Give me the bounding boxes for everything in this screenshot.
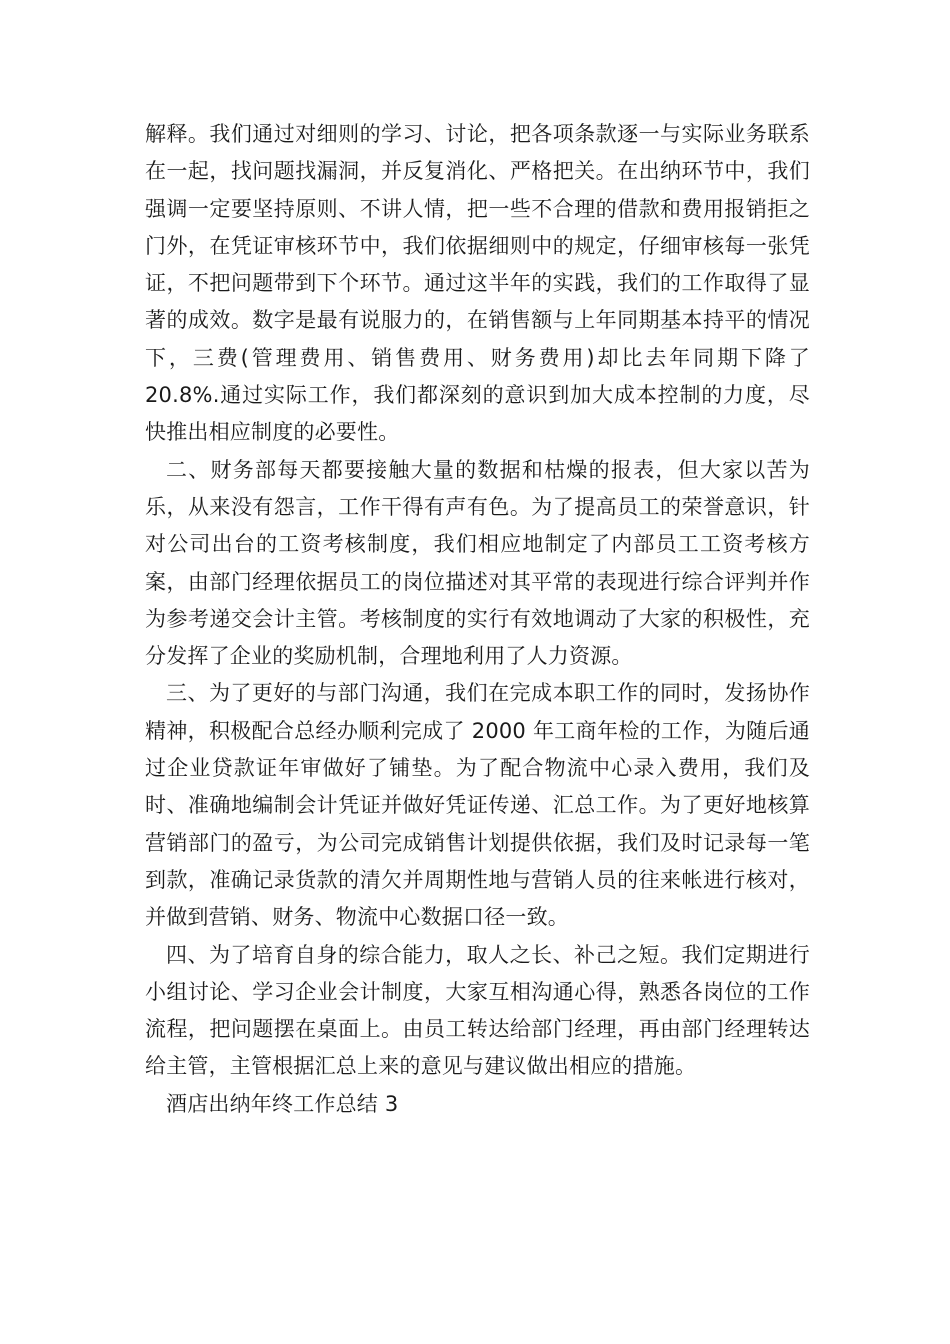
paragraph-item-4: 四、为了培育自身的综合能力，取人之长、补己之短。我们定期进行小组讨论、学习企业会计制度，大家互相沟通心得，熟悉各岗位的工作流程，把问题摆在桌面上。由员工转达给部门经理，再由部门经理转达给主管，主管根据汇总上来的意见与建议做出相应的措施。 [145,942,810,1079]
paragraph-continuation: 解释。我们通过对细则的学习、讨论，把各项条款逐一与实际业务联系在一起，找问题找漏洞，并反复消化、严格把关。在出纳环节中，我们强调一定要坚持原则、不讲人情，把一些不合理的借款和费用报销拒之门外，在凭证审核环节中，我们依据细则中的规定，仔细审核每一张凭证，不把问题带到下个环节。通过这半年的实践，我们的工作取得了显著的成效。数字是最有说服力的，在销售额与上年同期基本持平的情况下，三费(管理费用、销售费用、财务费用)却比去年同期下降了 20.8%.通过实际工作，我们都深刻的意识到加大成本控制的力度，尽快推出相应制度的必要性。 [145,122,810,445]
paragraph-item-3: 三、为了更好的与部门沟通，我们在完成本职工作的同时，发扬协作精神，积极配合总经办顺利完成了 2000 年工商年检的工作，为随后通过企业贷款证年审做好了铺垫。为了配合物流中心录入费用，我们及时、准确地编制会计凭证并做好凭证传递、汇总工作。为了更好地核算营销部门的盈亏，为公司完成销售计划提供依据，我们及时记录每一笔到款，准确记录货款的清欠并周期性地与营销人员的往来帐进行核对，并做到营销、财务、物流中心数据口径一致。 [145,681,810,930]
paragraph-item-2: 二、财务部每天都要接触大量的数据和枯燥的报表，但大家以苦为乐，从来没有怨言，工作干得有声有色。为了提高员工的荣誉意识，针对公司出台的工资考核制度，我们相应地制定了内部员工工资考核方案，由部门经理依据员工的岗位描述对其平常的表现进行综合评判并作为参考递交会计主管。考核制度的实行有效地调动了大家的积极性，充分发挥了企业的奖励机制，合理地利用了人力资源。 [145,457,810,669]
document-body [145,116,810,1123]
section-heading: 酒店出纳年终工作总结 3 [166,1091,399,1116]
